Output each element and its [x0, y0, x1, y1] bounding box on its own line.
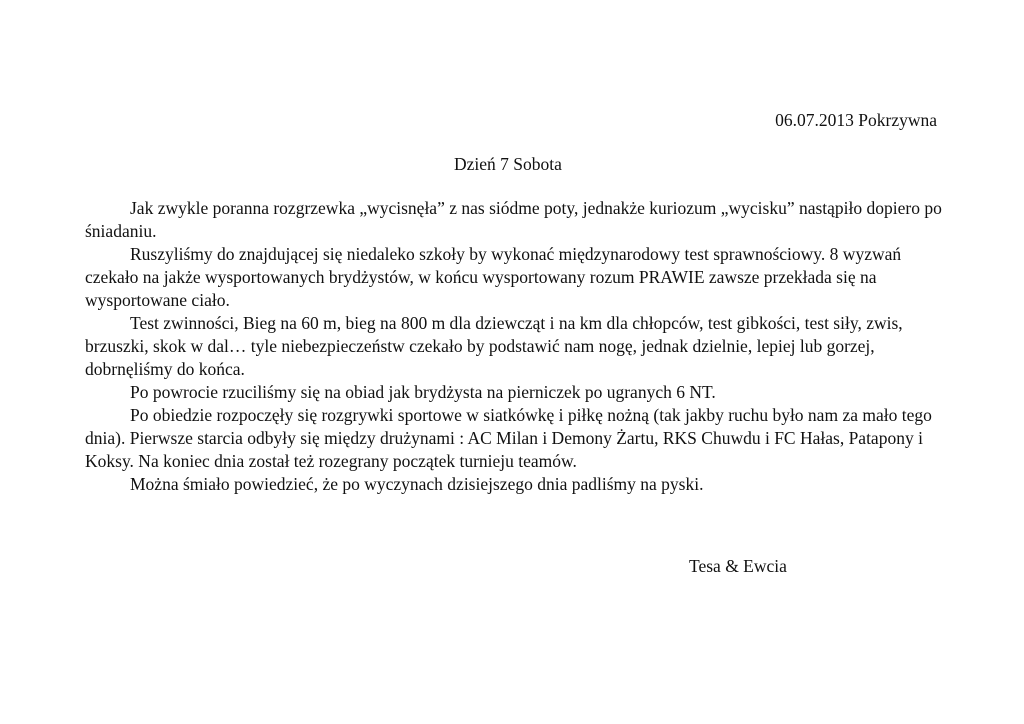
signature: Tesa & Ewcia	[689, 556, 787, 576]
page-title: Dzień 7 Sobota	[454, 154, 562, 174]
document-body	[85, 197, 943, 496]
date-location: 06.07.2013 Pokrzywna	[775, 110, 937, 130]
paragraph: Po obiedzie rozpoczęły się rozgrywki sportowe w siatkówkę i piłkę nożną (tak jakby ruchu było nam za mało tego dnia). Pierwsze starcia odbyły się między drużynami : AC Milan i Demony Żartu, RKS Chuwdu i FC Hałas, Patapony i Koksy. Na koniec dnia został też rozegrany początek turnieju teamów.	[85, 405, 932, 471]
paragraph: Po powrocie rzuciliśmy się na obiad jak brydżysta na pierniczek po ugranych 6 NT.	[130, 382, 716, 402]
paragraph: Można śmiało powiedzieć, że po wyczynach dzisiejszego dnia padliśmy na pyski.	[130, 474, 704, 494]
paragraph: Ruszyliśmy do znajdującej się niedaleko szkoły by wykonać międzynarodowy test sprawnościowy. 8 wyzwań czekało na jakże wysportowanych brydżystów, w końcu wysportowany rozum PRAWIE zawsze przekłada się na wysportowane ciało.	[85, 244, 902, 310]
paragraph: Test zwinności, Bieg na 60 m, bieg na 800 m dla dziewcząt i na km dla chłopców, test gibkości, test siły, zwis, brzuszki, skok w dal… tyle niebezpieczeństw czekało by podstawić nam nogę, jednak dzielnie, lepiej lub gorzej, dobrnęliśmy do końca.	[85, 313, 903, 379]
paragraph: Jak zwykle poranna rozgrzewka „wycisnęła” z nas siódme poty, jednakże kuriozum „wycisku” nastąpiło dopiero po śniadaniu.	[85, 198, 942, 241]
